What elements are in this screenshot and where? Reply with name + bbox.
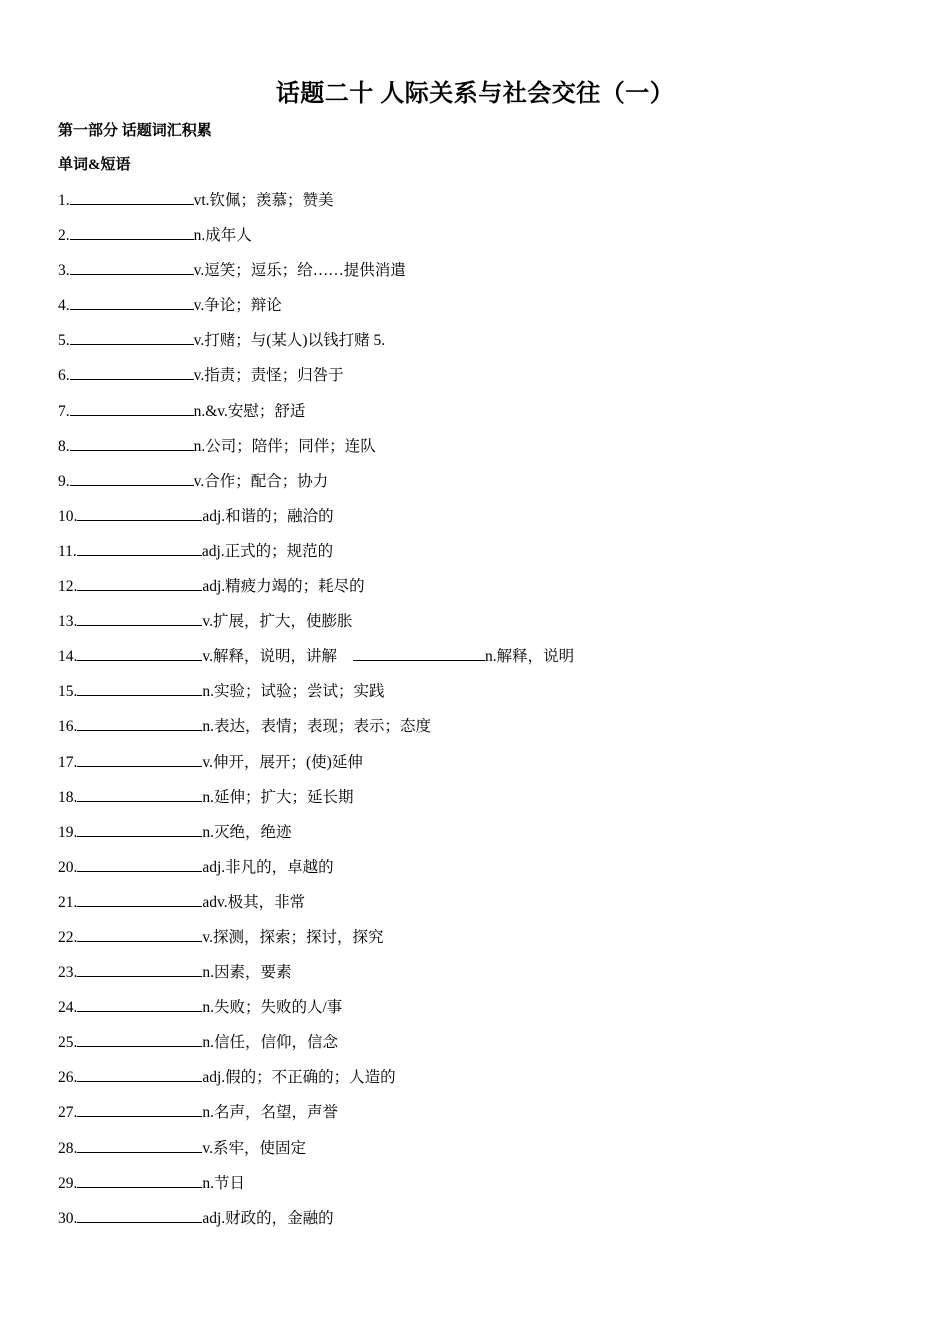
vocabulary-item xyxy=(58,329,574,364)
item-number: 8. xyxy=(58,437,70,455)
item-definition: vt.钦佩；羡慕；赞美 xyxy=(193,192,334,209)
page-title: 话题二十 人际关系与社会交往（一） xyxy=(275,81,675,107)
answer-blank[interactable] xyxy=(77,645,202,661)
vocabulary-list xyxy=(58,189,574,1242)
answer-blank[interactable] xyxy=(70,294,194,310)
vocabulary-item xyxy=(58,1101,574,1136)
answer-blank[interactable] xyxy=(77,856,202,872)
item-number: 19. xyxy=(58,823,78,841)
answer-blank[interactable] xyxy=(70,189,194,205)
vocabulary-item xyxy=(58,224,574,259)
vocabulary-item xyxy=(58,400,574,435)
answer-blank[interactable] xyxy=(70,364,194,380)
item-number: 21. xyxy=(58,893,78,911)
item-definition: n.信任，信仰，信念 xyxy=(202,1034,339,1052)
vocabulary-item xyxy=(58,926,574,961)
vocabulary-item xyxy=(58,715,574,750)
item-number: 25. xyxy=(58,1034,78,1052)
item-number: 30. xyxy=(58,1209,78,1227)
vocabulary-item xyxy=(58,821,574,856)
vocabulary-item xyxy=(58,189,574,224)
answer-blank[interactable] xyxy=(77,680,202,696)
answer-blank[interactable] xyxy=(70,259,194,275)
vocabulary-item xyxy=(58,610,574,645)
item-number: 22. xyxy=(58,928,78,946)
vocabulary-item xyxy=(58,751,574,786)
item-number: 5. xyxy=(58,332,70,350)
answer-blank[interactable] xyxy=(77,821,202,837)
item-definition: adj.和谐的；融洽的 xyxy=(202,507,334,525)
item-number: 13. xyxy=(58,613,78,631)
answer-blank[interactable] xyxy=(70,329,194,345)
item-definition: adj.正式的；规范的 xyxy=(201,542,334,560)
vocabulary-item xyxy=(58,1172,574,1207)
item-definition: v.探测，探索；探讨，探究 xyxy=(202,928,384,946)
answer-blank[interactable] xyxy=(77,715,202,731)
subsection-heading: 单词&短语 xyxy=(58,157,131,173)
item-number: 27. xyxy=(58,1104,78,1122)
item-definition: n.实验；试验；尝试；实践 xyxy=(202,683,385,701)
item-number: 14. xyxy=(58,648,78,666)
vocabulary-item xyxy=(58,645,574,680)
answer-blank[interactable] xyxy=(77,575,202,591)
item-definition: n.公司；陪伴；同伴；连队 xyxy=(193,437,376,455)
item-definition: adj.假的；不正确的；人造的 xyxy=(202,1069,396,1087)
item-definition: n.成年人 xyxy=(193,227,252,245)
item-definition: n.灭绝，绝迹 xyxy=(202,823,292,841)
item-number: 12. xyxy=(58,578,78,596)
item-definition: v.指责；责怪；归咎于 xyxy=(193,367,344,385)
item-number: 6. xyxy=(58,367,70,385)
answer-blank[interactable] xyxy=(77,610,202,626)
vocabulary-item xyxy=(58,259,574,294)
vocabulary-item xyxy=(58,1137,574,1172)
item-definition: v.伸开，展开；(使)延伸 xyxy=(202,753,363,771)
vocabulary-item xyxy=(58,786,574,821)
item-number: 11. xyxy=(58,542,77,560)
item-definition: adj.精疲力竭的；耗尽的 xyxy=(202,578,365,596)
vocabulary-item xyxy=(58,294,574,329)
item-definition: v.逗笑；逗乐；给……提供消遣 xyxy=(193,262,406,280)
vocabulary-item xyxy=(58,856,574,891)
item-definition: n.节日 xyxy=(202,1174,246,1192)
answer-blank[interactable] xyxy=(77,1137,202,1153)
item-number: 18. xyxy=(58,788,78,806)
item-number: 20. xyxy=(58,858,78,876)
vocabulary-item xyxy=(58,996,574,1031)
item-definition: v.打赌；与(某人)以钱打赌 5. xyxy=(193,332,386,350)
answer-blank[interactable] xyxy=(77,996,202,1012)
item-number: 17. xyxy=(58,753,78,771)
item-definition-secondary: n.解释，说明 xyxy=(485,648,575,666)
answer-blank[interactable] xyxy=(77,1101,202,1117)
vocabulary-item xyxy=(58,470,574,505)
answer-blank[interactable] xyxy=(70,400,194,416)
vocabulary-item xyxy=(58,505,574,540)
item-definition: adj.非凡的，卓越的 xyxy=(202,858,334,876)
item-number: 29. xyxy=(58,1174,78,1192)
item-definition: n.因素，要素 xyxy=(202,964,292,982)
answer-blank[interactable] xyxy=(77,891,202,907)
item-number: 28. xyxy=(58,1139,78,1157)
answer-blank[interactable] xyxy=(77,961,202,977)
vocabulary-item xyxy=(58,540,574,575)
answer-blank[interactable] xyxy=(77,1172,202,1188)
vocabulary-item xyxy=(58,1031,574,1066)
item-definition: n.失败；失败的人/事 xyxy=(202,999,343,1017)
item-definition: v.扩展，扩大，使膨胀 xyxy=(202,613,353,631)
answer-blank[interactable] xyxy=(77,1066,202,1082)
vocabulary-item xyxy=(58,575,574,610)
vocabulary-item xyxy=(58,1066,574,1101)
item-number: 24. xyxy=(58,999,78,1017)
item-number: 7. xyxy=(58,402,70,420)
vocabulary-item xyxy=(58,435,574,470)
item-definition: v.合作；配合；协力 xyxy=(193,472,329,490)
vocabulary-item xyxy=(58,1207,574,1242)
section-heading: 第一部分 话题词汇积累 xyxy=(58,123,212,139)
item-number: 23. xyxy=(58,964,78,982)
item-definition: adj.财政的，金融的 xyxy=(202,1209,334,1227)
vocabulary-item xyxy=(58,961,574,996)
item-number: 16. xyxy=(58,718,78,736)
answer-blank[interactable] xyxy=(77,751,202,767)
item-definition: v.解释，说明，讲解 xyxy=(202,648,337,666)
item-number: 3. xyxy=(58,262,70,280)
answer-blank[interactable] xyxy=(70,470,194,486)
item-number: 4. xyxy=(58,297,70,315)
item-number: 2. xyxy=(58,227,70,245)
answer-blank[interactable] xyxy=(77,540,202,556)
item-number: 9. xyxy=(58,472,70,490)
item-definition: n.延伸；扩大；延长期 xyxy=(202,788,354,806)
answer-blank[interactable] xyxy=(77,505,202,521)
answer-blank[interactable] xyxy=(70,435,194,451)
vocabulary-item xyxy=(58,680,574,715)
answer-blank[interactable] xyxy=(77,786,202,802)
answer-blank[interactable] xyxy=(77,1207,202,1223)
item-definition: v.系牢，使固定 xyxy=(202,1139,306,1157)
item-number: 15. xyxy=(58,683,78,701)
item-definition: v.争论；辩论 xyxy=(193,297,282,315)
item-definition: n.名声，名望，声誉 xyxy=(202,1104,339,1122)
item-number: 10. xyxy=(58,507,78,525)
vocabulary-item xyxy=(58,891,574,926)
item-number: 1. xyxy=(58,192,70,209)
item-definition: n.表达，表情；表现；表示；态度 xyxy=(202,718,432,736)
item-definition: n.&v.安慰；舒适 xyxy=(193,402,306,420)
answer-blank[interactable] xyxy=(77,926,202,942)
answer-blank-secondary[interactable] xyxy=(353,645,485,661)
vocabulary-item xyxy=(58,364,574,399)
answer-blank[interactable] xyxy=(77,1031,202,1047)
item-definition: adv.极其，非常 xyxy=(202,893,306,911)
item-number: 26. xyxy=(58,1069,78,1087)
answer-blank[interactable] xyxy=(70,224,194,240)
